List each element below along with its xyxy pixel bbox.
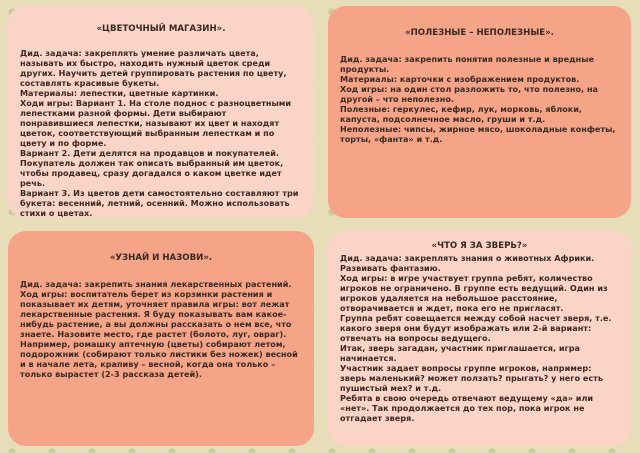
card-paragraph: Например, ромашку аптечную (цветы) собирают летом, подорожник (собирают только листики без ножек) весной и в начале лета, крапиву – весной, когда она только – только вырастет (2-3 рассказа детей). xyxy=(20,339,298,379)
card-paragraph: Ходи игры: Вариант 1. На столе поднос с разноцветными лепестками разной формы. Дети выбирают понравившиеся лепестки, называют их цвет и находят цветок, соответствующий выбранным лепесткам и по цвету и по форме. xyxy=(20,98,292,148)
card-paragraph: Итак, зверь загадан, участник приглашается, игра начинается. xyxy=(340,343,581,363)
card-body xyxy=(340,54,619,144)
card-body xyxy=(20,279,302,379)
game-card-what-animal-am-i xyxy=(328,231,631,446)
card-title: «ЦВЕТОЧНЫЙ МАГАЗИН». xyxy=(96,24,226,34)
game-card-flower-shop xyxy=(8,6,314,218)
card-paragraph: Вариант 3. Из цветов дети самостоятельно составляют три букета: весенний, летний, осенний. Можно использовать стихи о цветах. xyxy=(20,188,299,218)
card-paragraph: Дид. задача: закрепить знания лекарственных растений. xyxy=(20,279,292,289)
card-paragraph: Ход игры: на один стол разложить то, что полезно, на другой – что неполезно. xyxy=(340,84,599,104)
card-title: «ПОЛЕЗНЫЕ – НЕПОЛЕЗНЫЕ». xyxy=(405,28,554,38)
card-paragraph: Ход игры: воспитатель берет из корзинки растения и показывает их детям, уточняет правила игры: вот лежат лекарственные растения. Я буду показывать вам какое-нибудь растение, а вы должны рассказать о нем все, что знаете. Назовите место, где растет (болото, луг, овраг). xyxy=(20,289,292,339)
card-paragraph: Ребята в свою очередь отвечают ведущему «да» или «нет». Так продолжается до тех пор, пока игрок не отгадает зверя. xyxy=(340,393,594,423)
game-card-useful-not-useful xyxy=(328,6,631,218)
card-title: «УЗНАЙ И НАЗОВИ». xyxy=(109,253,213,263)
card-paragraph: Дид. задача: закрепить понятия полезные и вредные продукты. xyxy=(340,54,595,74)
game-card-recognize-and-name xyxy=(8,231,314,446)
card-paragraph: Дид. задача: закреплять умение различать цвета, называть их быстро, находить нужный цветок среди других. Научить детей группировать растения по цвету, составлять красивые букеты. xyxy=(20,48,287,88)
card-paragraph: Материалы: карточки с изображением продуктов. xyxy=(340,74,580,84)
card-paragraph: Участник задает вопросы группе игроков, например: зверь маленький? может ползать? прыгать? у него есть пушистый мех? и т.д. xyxy=(340,363,603,393)
card-paragraph: Дид. задача: закреплять знания о животных Африки. Развивать фантазию. xyxy=(340,253,595,273)
card-paragraph: Ход игры: в игре участвует группа ребят, количество игроков не ограничено. В группе есть ведущий. Один из игроков удаляется на небольшое расстояние, отворачивается и ждет, пока его не пригласят. xyxy=(340,273,608,313)
card-paragraph: Полезные: геркулес, кефир, лук, морковь, яблоки, капуста, подсолнечное масло, груши и т.д. xyxy=(340,104,582,124)
card-paragraph: Группа ребят совещается между собой насчет зверя, т.е. какого зверя они будут изображать или 2-й вариант: отвечать на вопросы ведущего. xyxy=(340,313,612,343)
card-title: «ЧТО Я ЗА ЗВЕРЬ?» xyxy=(431,241,528,251)
card-body xyxy=(340,253,619,423)
card-paragraph: Материалы: лепестки, цветные картинки. xyxy=(20,88,219,98)
card-paragraph: Неполезные: чипсы, жирное мясо, шоколадные конфеты, торты, «фанта» и т.д. xyxy=(340,124,616,144)
card-body xyxy=(20,48,302,218)
card-paragraph: Вариант 2. Дети делятся на продавцов и покупателей. Покупатель должен так описать выбранный им цветок, чтобы продавец, сразу догадался о каком цветке идет речь. xyxy=(20,148,284,188)
